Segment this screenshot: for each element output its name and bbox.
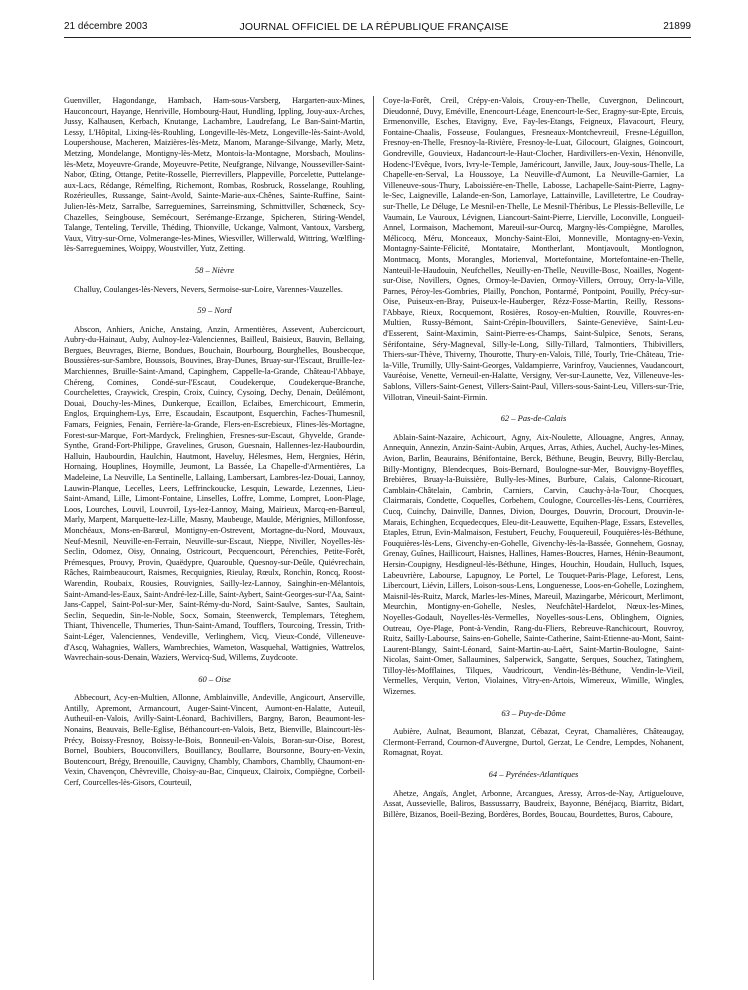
header-journal-title: JOURNAL OFFICIEL DE LA RÉPUBLIQUE FRANÇAISE: [239, 21, 509, 33]
list-continuation-oise: Coye-la-Forêt, Creil, Crépy-en-Valois, Crouy-en-Thelle, Cuvergnon, Delincourt, Dieudonné, Duvy, Eméville, Enencourt-Léage, Enencourt-le-Sec, Eragny-sur-Epte, Ercuis, Ermenonville, Esches, Etavigny, Eve, Fay-les-Etangs, Feigneux, Flavacourt, Fleury, Fontaine-Chaalis, Fosseuse, Foulangues, Fresneaux-Montchevreuil, Fresne-Léguillon, Fresnoy-en-Thelle, Fresnoy-la-Rivière, Fresnoy-le-Luat, Gilocourt, Glaignes, Goincourt, Gondreville, Gouvieux, Hadancourt-le-Haut-Clocher, Hardivillers-en-Vexin, Hénonville, Hodenc-l'Evêque, Ivors, Ivry-le-Temple, Jaméricourt, Janville, Jaux, Jouy-sous-Thelle, La Chapelle-en-Serval, La Houssoye, La Neuville-d'Aumont, La Neuville-Garnier, La Villeneuve-sous-Thury, Laboissière-en-Thelle, Labosse, Lachapelle-Saint-Pierre, Lagny-le-Sec, Laigneville, Lalande-en-Son, Lamorlaye, Lattainville, Lavilletertre, Le Coudray-sur-Thelle, Le Déluge, Le Mesnil-en-Thelle, Le Mesnil-Théribus, Le Plessis-Belleville, Le Vaumain, Le Vauroux, Lévignen, Liancourt-Saint-Pierre, Lierville, Loconville, Longueil-Annel, Lormaison, Machemont, Mareuil-sur-Ourcq, Margny-lès-Compiègne, Marolles, Mélicocq, Méru, Monceaux, Monchy-Saint-Eloi, Monneville, Montagny-en-Vexin, Montagny-Sainte-Félicité, Montataire, Montherlant, Montjavoult, Montlognon, Montmacq, Monts, Morangles, Morienval, Mortefontaine, Mortefontaine-en-Thelle, Nanteuil-le-Haudouin, Neufchelles, Neuilly-en-Thelle, Neuville-Bosc, Noailles, Nogent-sur-Oise, Novillers, Ognes, Ormoy-le-Davien, Ormoy-Villers, Orrouy, Orry-la-Ville, Parnes, Péroy-les-Gombries, Plailly, Ponchon, Pontarmé, Pontpoint, Pouilly, Précy-sur-Oise, Puiseux-en-Bray, Puiseux-le-Hauberger, Rézz-Fosse-Martin, Reilly, Ressons-l'Abbaye, Rieux, Rocquemont, Rosières, Rosoy-en-Multien, Rouville, Rouvres-en-Multien, Russy-Bémont, Saint-Crépin-Ibouvillers, Sainte-Geneviève, Saint-Leu-d'Esserent, Saint-Maximin, Saint-Pierre-es-Champs, Saint-Sulpice, Senots, Serans, Sérifontaine, Séry-Magneval, Silly-le-Long, Silly-Tillard, Talmontiers, Thibivillers, Thiers-sur-Thève, Thiverny, Thourotte, Thury-en-Valois, Tillé, Tourly, Trie-Château, Trie-la-Ville, Trumilly, Ully-Saint-Georges, Valdampierre, Varinfroy, Vauciennes, Vaudancourt, Vauréoise, Venette, Verneuil-en-Halatte, Versigny, Ver-sur-Launette, Vez, Villeneuve-les-Sablons, Villers-Saint-Genest, Villers-Saint-Paul, Villers-sous-Saint-Leu, Villers-sur-Trie, Villotran, Vineuil-Saint-Firmin.: [383, 96, 684, 402]
list-continuation-moselle: Guenviller, Hagondange, Hambach, Ham-sous-Varsberg, Hargarten-aux-Mines, Hauconcourt, Hayange, Henriville, Hombourg-Haut, Hundling, Ippling, Jouy-aux-Arches, Jussy, Kalhausen, Kerbach, Knutange, Lachambre, Laudrefang, Le Ban-Saint-Martin, Lessy, L'Hôpital, Lixing-lès-Rouhling, Longeville-lès-Metz, Longeville-lès-Saint-Avold, Loupershouse, Macheren, Maizières-lès-Metz, Manom, Marange-Silvange, Marly, Metz, Metzing, Mondelange, Montigny-lès-Metz, Montois-la-Montagne, Morsbach, Moulins-lès-Metz, Moyeuvre-Grande, Moyeuvre-Petite, Neufgrange, Nilvange, Nousseviller-Saint-Nabor, Œting, Ottange, Petite-Rosselle, Pierrevillers, Plappeville, Porcelette, Puttelange-aux-Lacs, Rédange, Rémelfing, Richemont, Rombas, Rosbruck, Rosselange, Rouhling, Rozérieulles, Russange, Saint-Avold, Sainte-Marie-aux-Chênes, Sainte-Ruffine, Saint-Julien-lès-Metz, Sarralbe, Sarreguemines, Sarreinsming, Schmittviller, Schœneck, Scy-Chazelles, Seingbouse, Semécourt, Serémange-Erzange, Spicheren, Stiring-Wendel, Talange, Tenteling, Terville, Théding, Thionville, Uckange, Valmont, Vantoux, Varsberg, Vaux, Vitry-sur-Orne, Volmerange-les-Mines, Wiesviller, Willerwald, Wittring, Wœlfling-lès-Sarreguemines, Woippy, Woustviller, Yutz, Zetting.: [64, 96, 365, 254]
commune-list-nievre: Challuy, Coulanges-lès-Nevers, Nevers, Sermoise-sur-Loire, Varennes-Vauzelles.: [74, 284, 343, 294]
right-column: [383, 96, 684, 820]
header-rule: [64, 37, 691, 38]
commune-list-pas-de-calais: Ablain-Saint-Nazaire, Achicourt, Agny, Aix-Noulette, Allouagne, Angres, Annay, Annequin, Annezin, Anzin-Saint-Aubin, Arques, Arras, Athies, Auchel, Auchy-les-Mines, Avion, Barlin, Beaurains, Bénifontaine, Berck, Béthune, Beugin, Beuvry, Billy-Berclau, Billy-Montigny, Blendecques, Bois-Bernard, Boulogne-sur-Mer, Bouvigny-Boyeffles, Brebières, Bruay-la-Buissière, Bully-les-Mines, Burbure, Calais, Calonne-Ricouart, Camblain-Châtelain, Cambrin, Carniers, Carvin, Cauchy-à-la-Tour, Chocques, Clairmarais, Condette, Coquelles, Corbehem, Coulogne, Courcelles-lès-Lens, Courrières, Cucq, Cuinchy, Dainville, Dannes, Divion, Dourges, Douvrin, Drocourt, Drouvin-le-Marais, Echinghen, Ecquedecques, Eleu-dit-Leauwette, Equihen-Plage, Essars, Estevelles, Etaples, Etrun, Evin-Malmaison, Festubert, Feuchy, Fouquereuil, Fouquières-lès-Béthune, Fouquières-lès-Lens, Givenchy-en-Gohelle, Givenchy-lès-la-Bassée, Gonnehem, Gosnay, Grenay, Guînes, Haillicourt, Haisnes, Hallines, Hames-Boucres, Harnes, Hénin-Beaumont, Hersin-Coupigny, Hesdigneul-lès-Béthune, Hinges, Houchin, Houdain, Hulluch, Isques, Labeuvrière, Labourse, Lapugnoy, Le Portel, Le Touquet-Paris-Plage, Leforest, Lens, Libercourt, Liévin, Lillers, Loison-sous-Lens, Longuenesse, Loos-en-Gohelle, Lozinghem, Maisnil-lès-Ruitz, Marck, Marles-les-Mines, Mareuil, Mazingarbe, Méricourt, Merlimont, Meurchin, Montigny-en-Gohelle, Nesles, Neufchâtel-Hardelot, Nœux-les-Mines, Noyelles-Godault, Noyelles-lès-Vermelles, Noyelles-sous-Lens, Oblinghem, Oignies, Outreau, Oye-Plage, Pont-à-Vendin, Rang-du-Fliers, Rebreuve-Ranchicourt, Rouvroy, Ruitz, Sailly-Labourse, Sains-en-Gohelle, Sainte-Catherine, Saint-Etienne-au-Mont, Saint-Laurent-Blangy, Saint-Léonard, Saint-Martin-au-Laërt, Saint-Martin-Boulogne, Saint-Nicolas, Saint-Omer, Sallaumines, Salperwick, Sangatte, Serques, Souchez, Tatinghem, Tilloy-lès-Mofflaines, Tilques, Vaudricourt, Vendin-lès-Béthune, Vendin-le-Vieil, Vermelles, Verquin, Verton, Violaines, Vitry-en-Artois, Wimereux, Wimille, Wingles, Wizernes.: [383, 432, 684, 697]
left-column: [64, 96, 365, 789]
department-heading-puy-de-dome: 63 – Puy-de-Dôme: [501, 707, 566, 718]
column-divider: [373, 96, 374, 980]
department-heading-pyrenees-atlantiques: 64 – Pyrénées-Atlantiques: [488, 769, 579, 780]
commune-list-pyrenees-atlantiques: Ahetze, Angaïs, Anglet, Arbonne, Arcangues, Aressy, Arros-de-Nay, Artiguelouve, Assat, Aussevielle, Baliros, Bassussarry, Baudreix, Bayonne, Bénéjacq, Biarritz, Bidart, Billère, Bizanos, Boeil-Bezing, Bordères, Bordes, Boucau, Bourdettes, Buros, Caboure,: [383, 788, 684, 819]
header-date: 21 décembre 2003: [64, 21, 148, 32]
department-heading-nord: 59 – Nord: [197, 305, 232, 316]
department-heading-pas-de-calais: 62 – Pas-de-Calais: [500, 413, 567, 424]
commune-list-oise: Abbecourt, Acy-en-Multien, Allonne, Amblainville, Andeville, Angicourt, Anserville, Antilly, Apremont, Armancourt, Auger-Saint-Vincent, Aumont-en-Halatte, Auteuil, Autheuil-en-Valois, Avilly-Saint-Léonard, Bachivillers, Bargny, Baron, Beaumont-les-Nonains, Beauvais, Belle-Eglise, Béthancourt-en-Valois, Betz, Bienville, Blaincourt-lès-Précy, Boissy-Fresnoy, Boissy-le-Bois, Bonneuil-en-Valois, Boran-sur-Oise, Borest, Bornel, Boubiers, Bouconvillers, Bouillancy, Boullarre, Boursonne, Boury-en-Vexin, Boutencourt, Brégy, Brenouille, Cauvigny, Chambly, Chambors, Chamblly, Chaumont-en-Vexin, Chavençon, Chèvreville, Choisy-au-Bac, Cinqueux, Clairoix, Compiègne, Corbeil-Cerf, Courcelles-lès-Gisors, Courteuil,: [64, 693, 365, 788]
department-heading-oise: 60 – Oise: [198, 673, 231, 684]
header-page-number: 21899: [663, 21, 691, 32]
commune-list-puy-de-dome: Aubière, Aulnat, Beaumont, Blanzat, Cébazat, Ceyrat, Chamalières, Châteaugay, Clermont-Ferrand, Cournon-d'Auvergne, Durtol, Gerzat, Le Cendre, Lempdes, Nohanent, Romagnat, Royat.: [383, 727, 684, 758]
department-heading-nievre: 58 – Nièvre: [194, 264, 235, 275]
page-header: [0, 21, 748, 37]
commune-list-nord: Abscon, Anhiers, Aniche, Anstaing, Anzin, Armentières, Assevent, Aubercicourt, Aubry-du-Hainaut, Auby, Aulnoy-lez-Valenciennes, Bailleul, Baisieux, Bauvin, Bellaing, Bergues, Beuvrages, Bierne, Bondues, Bouchain, Bourbourg, Bourghelles, Bousbecque, Boussières-sur-Sambre, Boussois, Bouvines, Bray-Dunes, Bruay-sur-l'Escaut, Bruille-lez-Marchiennes, Bruille-Saint-Amand, Capinghem, Cappelle-la-Grande, Château-l'Abbaye, Chéreng, Comines, Condé-sur-l'Escaut, Coudekerque, Coudekerque-Branche, Courchelettes, Craywick, Crespin, Croix, Cuincy, Cysoing, Dechy, Denain, Deûlémont, Douai, Douchy-les-Mines, Dunkerque, Ecaillon, Eclaibes, Emerchicourt, Emmerin, Englos, Erquinghem-Lys, Erre, Escaudain, Escautpont, Esquerchin, Faches-Thumesnil, Famars, Feignies, Fenain, Ferrière-la-Grande, Flers-en-Escrebieux, Flines-lès-Mortagne, Forest-sur-Marque, Fort-Mardyck, Frelinghien, Fresnes-sur-Escaut, Ghyvelde, Grande-Synthe, Grand-Fort-Philippe, Gravelines, Gruson, Guesnain, Hallennes-lez-Haubourdin, Halluin, Haubourdin, Haulchin, Hautmont, Haveluy, Hélesmes, Hem, Hergnies, Hérin, Hornaing, Houplines, Hoymille, Jeumont, La Bassée, La Chapelle-d'Armentières, La Madeleine, La Neuville, La Sentinelle, Lallaing, Lambersart, Lambres-lez-Douai, Lannoy, Lauwin-Planque, Lecelles, Leers, Leffrinckoucke, Lesquin, Lewarde, Lezennes, Lieu-Saint-Amand, Lille, Limont-Fontaine, Linselles, Loffre, Lomme, Lompret, Loon-Plage, Loos, Lourches, Louvil, Louvroil, Lys-lez-Lannoy, Maing, Mairieux, Marcq-en-Barœul, Marly, Marpent, Marquette-lez-Lille, Masny, Maubeuge, Maulde, Mérignies, Millonfosse, Monchéaux, Mons-en-Barœul, Montigny-en-Ostrevent, Mortagne-du-Nord, Mouvaux, Neuf-Mesnil, Neuville-en-Ferrain, Neuville-sur-Escaut, Nieppe, Niviller, Noyelles-lès-Seclin, Odomez, Oisy, Onnaing, Ostricourt, Pecquencourt, Pérenchies, Petite-Forêt, Prémesques, Prouvy, Provin, Quaëdypre, Quarouble, Quesnoy-sur-Deûle, Quiévrechain, Râches, Raimbeaucourt, Raismes, Recquignies, Rieulay, Rœulx, Ronchin, Roncq, Roost-Warendin, Roubaix, Rousies, Rouvignies, Sailly-lez-Lannoy, Sainghin-en-Mélantois, Saint-Amand-les-Eaux, Saint-André-lez-Lille, Saint-Aybert, Saint-Georges-sur-l'Aa, Saint-Jans-Cappel, Saint-Pol-sur-Mer, Saint-Rémy-du-Nord, Saint-Saulve, Santes, Saultain, Seclin, Sequedin, Sin-le-Noble, Socx, Somain, Steenwerck, Templemars, Téteghem, Thiant, Thivencelle, Thumeries, Thun-Saint-Amand, Toufflers, Tourcoing, Tressin, Trith-Saint-Léger, Valenciennes, Vendeville, Verlinghem, Vicq, Vieux-Condé, Villeneuve-d'Ascq, Wahagnies, Wallers, Wambrechies, Wameton, Wasquehal, Wattignies, Wattrelos, Wavrechain-sous-Denain, Waziers, Wervicq-Sud, Willems, Zuydcoote.: [64, 324, 365, 663]
